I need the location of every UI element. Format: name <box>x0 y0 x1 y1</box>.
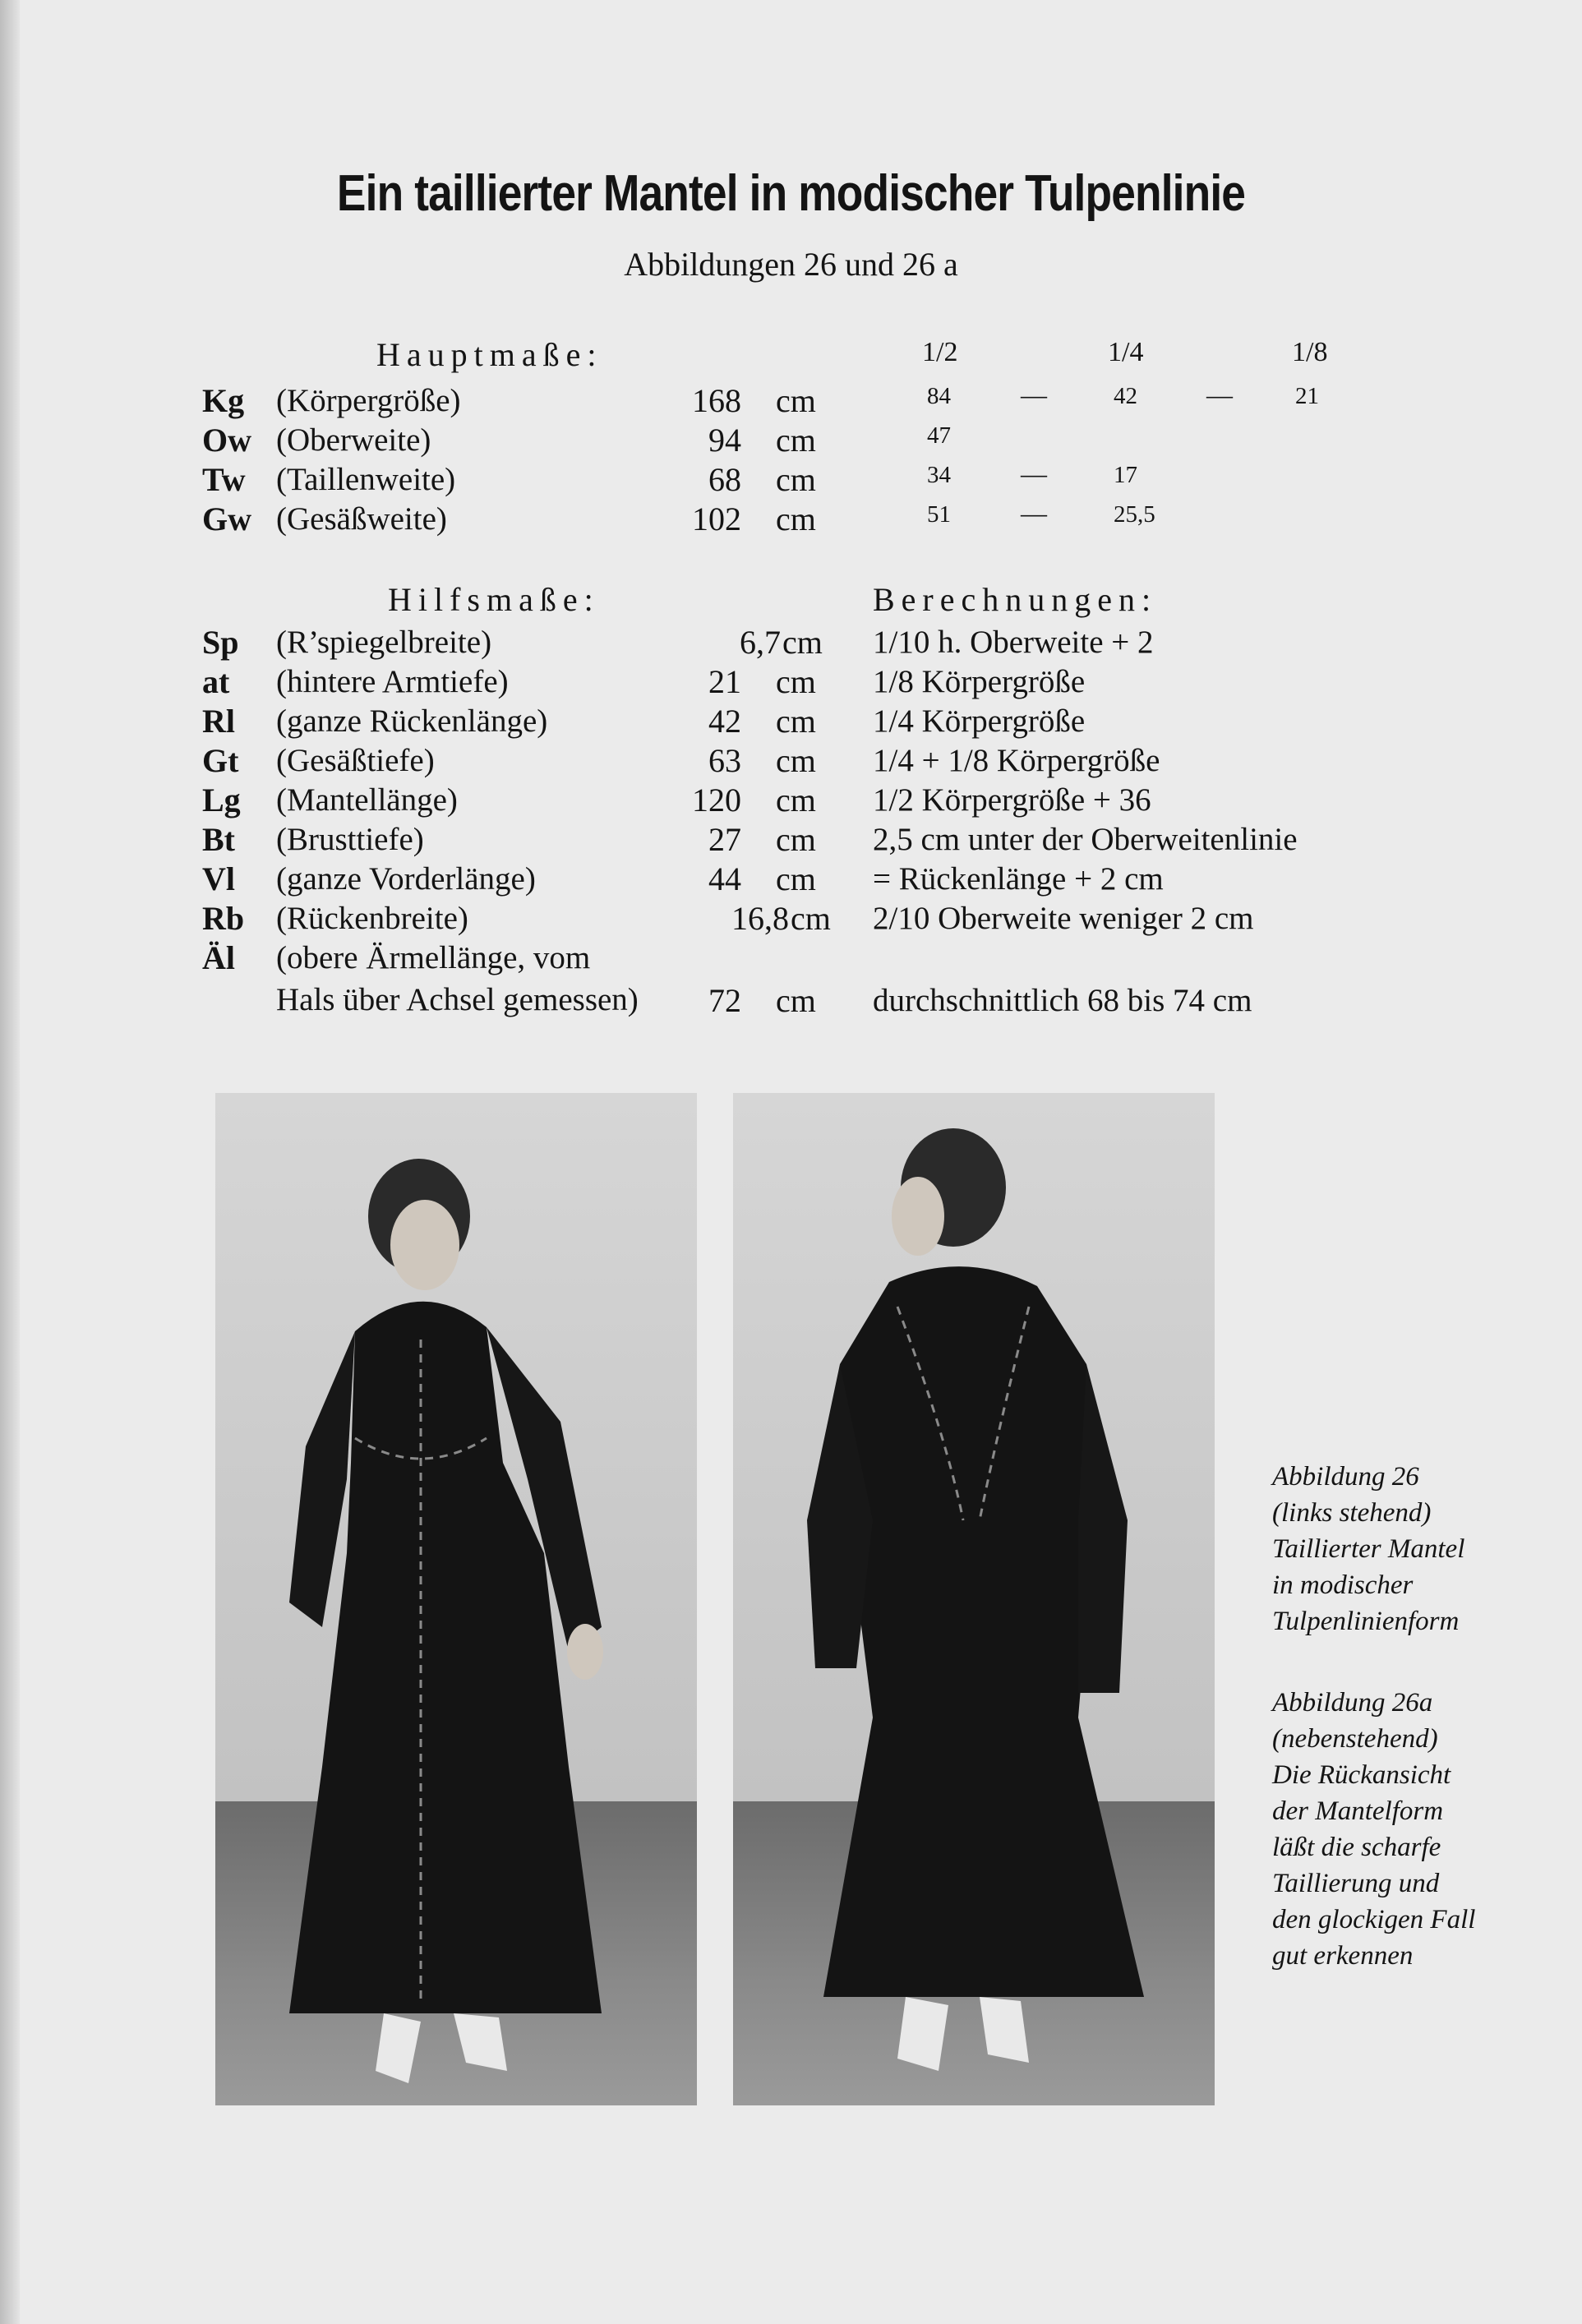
calculation: 1/4 Körpergröße <box>873 703 1086 739</box>
photo-coat-back <box>733 1093 1215 2105</box>
figure-front-illustration <box>215 1093 697 2105</box>
caption-line: Abbildung 26 <box>1272 1462 1419 1492</box>
measure-value: 16,8 <box>731 900 789 937</box>
measure-abbr: Ow <box>202 422 251 459</box>
measure-unit: cm <box>776 382 816 419</box>
photo-coat-front <box>215 1093 697 2105</box>
measure-eighth: 21 <box>1295 383 1319 409</box>
measure-unit: cm <box>776 422 816 459</box>
caption-line: Taillierter Mantel <box>1272 1534 1465 1564</box>
measure-desc: (Oberweite) <box>276 422 431 458</box>
caption-line: der Mantelform <box>1272 1796 1444 1826</box>
calculation: 1/10 h. Oberweite + 2 <box>873 625 1154 660</box>
measure-abbr: Bt <box>202 821 235 858</box>
measure-half: 47 <box>927 422 951 449</box>
measure-abbr: Rl <box>202 703 235 740</box>
measure-desc: (obere Ärmellänge, vom <box>276 940 591 975</box>
measure-unit: cm <box>782 624 823 661</box>
measure-half: 51 <box>927 501 951 528</box>
caption-line: Tulpenlinienform <box>1272 1607 1460 1636</box>
measure-value: 68 <box>708 461 741 498</box>
measure-unit: cm <box>776 703 816 740</box>
measure-unit: cm <box>776 821 816 858</box>
measure-value: 27 <box>708 821 741 858</box>
measure-abbr: Lg <box>202 782 241 818</box>
dash: — <box>1021 380 1047 409</box>
caption-line: Taillierung und <box>1272 1869 1440 1898</box>
fraction-header-quarter: 1/4 <box>1108 337 1144 367</box>
dash: — <box>1021 459 1047 488</box>
caption-line: in modischer <box>1272 1570 1414 1600</box>
calculation: 1/2 Körpergröße + 36 <box>873 782 1151 818</box>
caption-line: läßt die scharfe <box>1272 1833 1441 1862</box>
page-title: Ein taillierter Mantel in modischer Tulpenlinie <box>336 165 1246 222</box>
measure-abbr: at <box>202 663 230 700</box>
measure-abbr: Gt <box>202 742 239 779</box>
measure-desc: (Mantellänge) <box>276 782 458 818</box>
fraction-header-half: 1/2 <box>922 337 958 367</box>
calculation: = Rückenlänge + 2 cm <box>873 861 1164 897</box>
page-binding-edge <box>0 0 20 2324</box>
measure-unit: cm <box>776 663 816 700</box>
dash: — <box>1021 498 1047 528</box>
measure-value: 21 <box>708 663 741 700</box>
measure-value: 6,7 <box>740 624 781 661</box>
measure-desc: (Gesäßtiefe) <box>276 743 435 778</box>
caption-line: Die Rückansicht <box>1272 1760 1451 1790</box>
measure-desc-continued: Hals über Achsel gemessen) <box>276 982 639 1017</box>
calculation: durchschnittlich 68 bis 74 cm <box>873 983 1252 1018</box>
main-measures-heading: Hauptmaße: <box>376 336 603 373</box>
measure-value: 44 <box>708 860 741 897</box>
measure-abbr: Äl <box>202 939 235 976</box>
figure-back-illustration <box>733 1093 1215 2105</box>
measure-unit: cm <box>776 742 816 779</box>
measure-desc: (hintere Armtiefe) <box>276 664 509 699</box>
measure-unit: cm <box>776 782 816 818</box>
measure-value: 168 <box>692 382 741 419</box>
measure-half: 84 <box>927 383 951 409</box>
dash: — <box>1206 380 1233 409</box>
measure-unit: cm <box>776 982 816 1019</box>
page-subtitle: Abbildungen 26 und 26 a <box>624 246 958 283</box>
measure-desc: (R’spiegelbreite) <box>276 625 492 660</box>
measure-value: 120 <box>692 782 741 818</box>
measure-abbr: Gw <box>202 500 251 537</box>
measure-desc: (ganze Rückenlänge) <box>276 703 548 739</box>
calculation: 2/10 Oberweite weniger 2 cm <box>873 901 1254 936</box>
measure-value: 94 <box>708 422 741 459</box>
measure-desc: (Taillenweite) <box>276 462 456 497</box>
measure-half: 34 <box>927 462 951 488</box>
measure-quarter: 25,5 <box>1114 501 1155 528</box>
measure-unit: cm <box>776 500 816 537</box>
measure-value: 102 <box>692 500 741 537</box>
aux-measures-heading: Hilfsmaße: <box>388 581 600 618</box>
measure-abbr: Sp <box>202 624 239 661</box>
measure-desc: (Körpergröße) <box>276 383 461 418</box>
measure-abbr: Vl <box>202 860 235 897</box>
caption-figure-26 <box>1272 1459 1464 1639</box>
measure-unit: cm <box>791 900 831 937</box>
measure-desc: (Brusttiefe) <box>276 822 424 857</box>
calculation: 1/8 Körpergröße <box>873 664 1086 699</box>
measure-desc: (Gesäßweite) <box>276 501 447 537</box>
measure-quarter: 17 <box>1114 462 1137 488</box>
calculation: 2,5 cm unter der Oberweitenlinie <box>873 822 1298 857</box>
fraction-header-eighth: 1/8 <box>1292 337 1328 367</box>
measure-desc: (Rückenbreite) <box>276 901 468 936</box>
caption-line: (links stehend) <box>1272 1498 1432 1528</box>
measure-value: 42 <box>708 703 741 740</box>
measure-abbr: Tw <box>202 461 246 498</box>
measure-value: 72 <box>708 982 741 1019</box>
caption-line: gut erkennen <box>1272 1941 1414 1971</box>
measure-unit: cm <box>776 860 816 897</box>
calculations-heading: Berechnungen: <box>873 581 1158 618</box>
measure-desc: (ganze Vorderlänge) <box>276 861 536 897</box>
calculation: 1/4 + 1/8 Körpergröße <box>873 743 1160 778</box>
measure-abbr: Kg <box>202 382 245 419</box>
caption-line: Abbildung 26a <box>1272 1688 1433 1718</box>
measure-value: 63 <box>708 742 741 779</box>
measure-quarter: 42 <box>1114 383 1137 409</box>
measure-abbr: Rb <box>202 900 245 937</box>
caption-line: (nebenstehend) <box>1272 1724 1438 1754</box>
caption-line: den glockigen Fall <box>1272 1905 1476 1934</box>
measure-unit: cm <box>776 461 816 498</box>
caption-figure-26a <box>1272 1685 1475 1974</box>
